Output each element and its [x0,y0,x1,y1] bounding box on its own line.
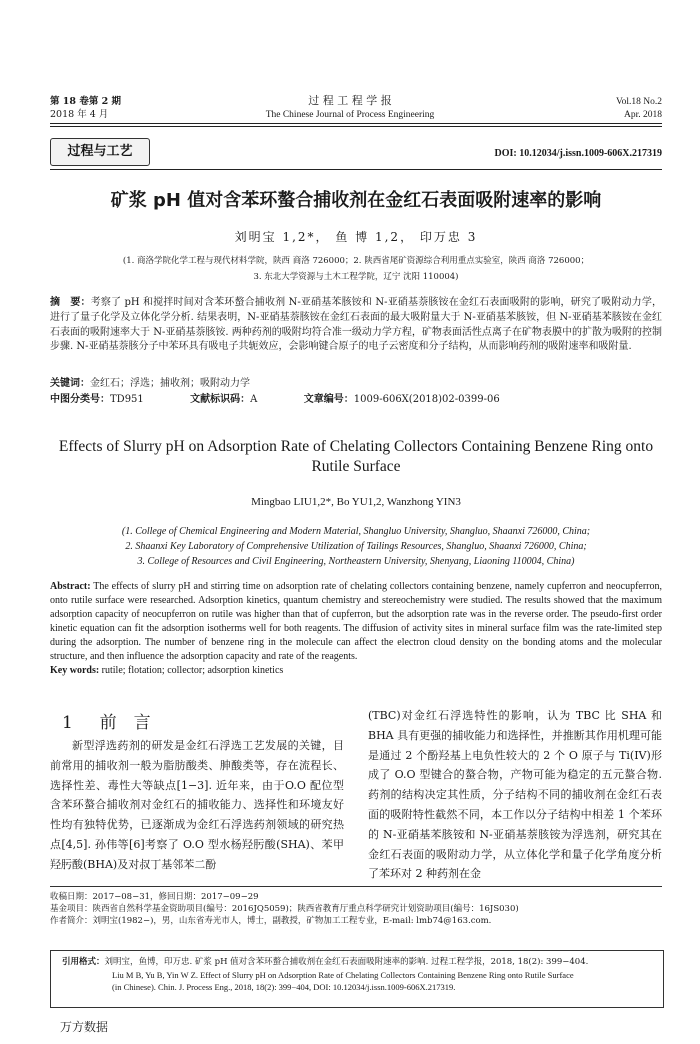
citation-line-1 [62,956,652,969]
affiliation-cn-1: (1. 商洛学院化学工程与现代材料学院，陕西 商洛 726000；2. 陕西省尾矿资源综合利用重点实验室，陕西 商洛 726000； [122,256,590,266]
abstract-cn [50,296,662,355]
footnote-received: 收稿日期：2017−08−31，修回日期：2017−09−29 [50,892,259,902]
abstract-en [50,580,662,678]
header-volume-en: Vol.18 No.2 [615,97,662,107]
title-en: Effects of Slurry pH on Adsorption Rate of Chelating Collectors Containing Benzene Ring onto Rutile Surface [58,438,654,475]
header-date-en: Apr. 2018 [624,110,662,120]
affiliation-en-3: 3. College of Resources and Civil Engineering, Northeastern University, Shenyang, Liaoning 110004, China) [137,556,575,567]
footer-brand: 万方数据 [60,1020,109,1034]
header-journal-cn: 过 程 工 程 学 报 [308,94,392,107]
keywords-cn [50,374,662,389]
section-1-right-column: (TBC)对金红石浮选特性的影响，认为 TBC 比 SHA 和 BHA 具有更强的捕收能力和选择性，并推断其作用机理可能是通过 2 个酚羟基上电负性较大的 2 个 O 原子与 Ti(IV)形成了 O.O 型键合的螯合物，产物可能为稳定的五元螯合物. 药剂的结构决定其性质，分子结构不同的捕收剂在金红石表面的吸附特性截然不同，本工作以分子结构中相差 1 个苯环的 N-亚硝基苯胲铵和 N-亚硝基萘胲铵为浮选剂，研究其在金红石表面的吸附动力学，从立体化学和量子化学角度分析了苯环对 2 种药剂在金 [368,709,662,881]
article-no-label: 文章编号： [303,394,354,405]
affiliation-en-1: (1. College of Chemical Engineering and Modern Material, Shangluo University, Shangluo, Shaanxi 726000, China; [121,526,591,537]
abstract-cn-label: 摘 要： [50,297,91,308]
abstract-cn-text: 考察了 pH 和搅拌时间对含苯环螯合捕收剂 N-亚硝基苯胲铵和 N-亚硝基萘胲铵在金红石表面吸附的影响，研究了吸附动力学，进行了量子化学及立体化学分析. 结果表明，N-亚硝基萘胲铵在金红石表面的最大吸附量大于 N-亚硝基苯胲铵，但 N-亚硝基苯胲铵在金红石表面的吸附速率大于 N-亚硝基萘胲铵. 两种药剂的吸附均符合准一级动力学方程，矿物表面活性点离子在矿物表膜中的扩散为吸附的控制步骤. N-亚硝基萘胲分子中苯环具有吸电子共轭效应，会影响键合原子的电子云密度和分子结构，从而影响药剂的吸附速率和吸附量. [50,297,662,353]
section-logo: 过程与工艺 [50,138,150,166]
citation-cn: 刘明宝，鱼博，印万忠. 矿浆 pH 值对含苯环螯合捕收剂在金红石表面吸附速率的影响. 过程工程学报，2018, 18(2): 399−404. [104,957,589,967]
keywords-en-text: rutile; flotation; collector; adsorption kinetics [101,665,284,676]
affiliations-en [50,524,662,569]
article-no-value: 1009-606X(2018)02-0399-06 [353,394,500,405]
affiliation-en-2: 2. Shaanxi Key Laboratory of Comprehensive Utilization of Tailings Resources, Shangluo, Shaanxi 726000, China; [125,541,587,552]
section-1-title: 前 言 [99,713,151,733]
affiliation-cn-2: 3. 东北大学资源与土木工程学院，辽宁 沈阳 110004) [253,272,459,282]
citation-label: 引用格式： [62,957,105,967]
citation-line-3: (in Chinese). Chin. J. Process Eng., 2018, 18(2): 399−404, DOI: 10.12034/j.issn.1009-606X.217319. [112,982,456,992]
header-rule [50,123,662,124]
keywords-en-label: Key words: [50,665,100,676]
footnote-rule [50,886,662,887]
header-journal-en: The Chinese Journal of Process Engineering [265,110,435,120]
clc-label: 中图分类号： [50,394,110,405]
header-date-cn: 2018 年 4 月 [50,109,109,120]
footnote-funding: 基金项目：陕西省自然科学基金资助项目(编号：2016JQ5059)；陕西省教育厅重点科学研究计划资助项目(编号：16JS030) [50,904,519,914]
keywords-en [50,664,662,678]
doc-code-value: A [250,394,258,405]
keywords-cn-label: 关键词： [50,378,90,389]
abstract-en-text: The effects of slurry pH and stirring time on adsorption rate of chelating collectors containing benzene, namely cupferron and neocupferron, onto rutile surface were researched. Adsorption kinetics, quantum chemistry and stereochemistry were studied. The results showed that the maximum adsorption capacity of neocupferron on rutile was higher than that of cupferron, but the adsorption rate was in the reverse order. The pseudo-first order kinetic equation can fit the adsorption isotherms well for both reagents. The diffusion of activity sites in mineral surface film was the rate-limited step during the adsorption. The number of benzene ring in the molecule can affect the electron cloud density on the bonding atoms and the molecular structure, and then influence the adsorption capacity and rate of the reagents. [50,581,662,662]
authors-en: Mingbao LIU1,2*, Bo YU1,2, Wanzhong YIN3 [251,496,461,508]
section-1-left-column: 新型浮选药剂的研发是金红石浮选工艺发展的关键，目前常用的捕收剂一般为脂肪酸类、胂酸类等，存在流程长、选择性差、毒性大等缺点[1−3]. 近年来，由于O.O 配位型含苯环螯合捕收剂对金红石的捕收能力、选择性和环境友好性均有独特优势，已逐渐成为金红石浮选药剂领域的研究热点[4,5]. 孙伟等[6]考察了 O.O 型水杨羟肟酸(SHA)、苯甲羟肟酸(BHA)及对叔丁基邻苯二酚 [50,739,344,871]
section-1-heading [62,708,151,733]
clc-value: TD951 [110,394,144,405]
header-rule-thin [50,126,662,127]
section-1-number: 1 [62,713,73,733]
abstract-en-label: Abstract: [50,581,91,592]
classification-line [50,390,662,405]
keywords-cn-text: 金红石；浮选；捕收剂；吸附动力学 [90,378,250,389]
doc-code-label: 文献标识码： [190,394,251,405]
footnote-author: 作者简介：刘明宝(1982−)，男，山东省寿光市人，博士，副教授，矿物加工工程专业，E-mail: lmb74@163.com. [50,916,492,926]
title-cn: 矿浆 pH 值对含苯环螯合捕收剂在金红石表面吸附速率的影响 [110,190,602,211]
doi-rule [50,169,662,170]
citation-line-2: Liu M B, Yu B, Yin W Z. Effect of Slurry pH on Adsorption Rate of Chelating Collectors Containing Benzene Ring onto Rutile Surface [112,969,574,980]
authors-cn: 刘明宝 1,2*， 鱼 博 1,2， 印万忠 3 [234,230,478,244]
header-volume-cn: 第 18 卷第 2 期 [50,96,122,107]
doi: DOI: 10.12034/j.issn.1009-606X.217319 [494,148,662,159]
citation [62,956,652,994]
